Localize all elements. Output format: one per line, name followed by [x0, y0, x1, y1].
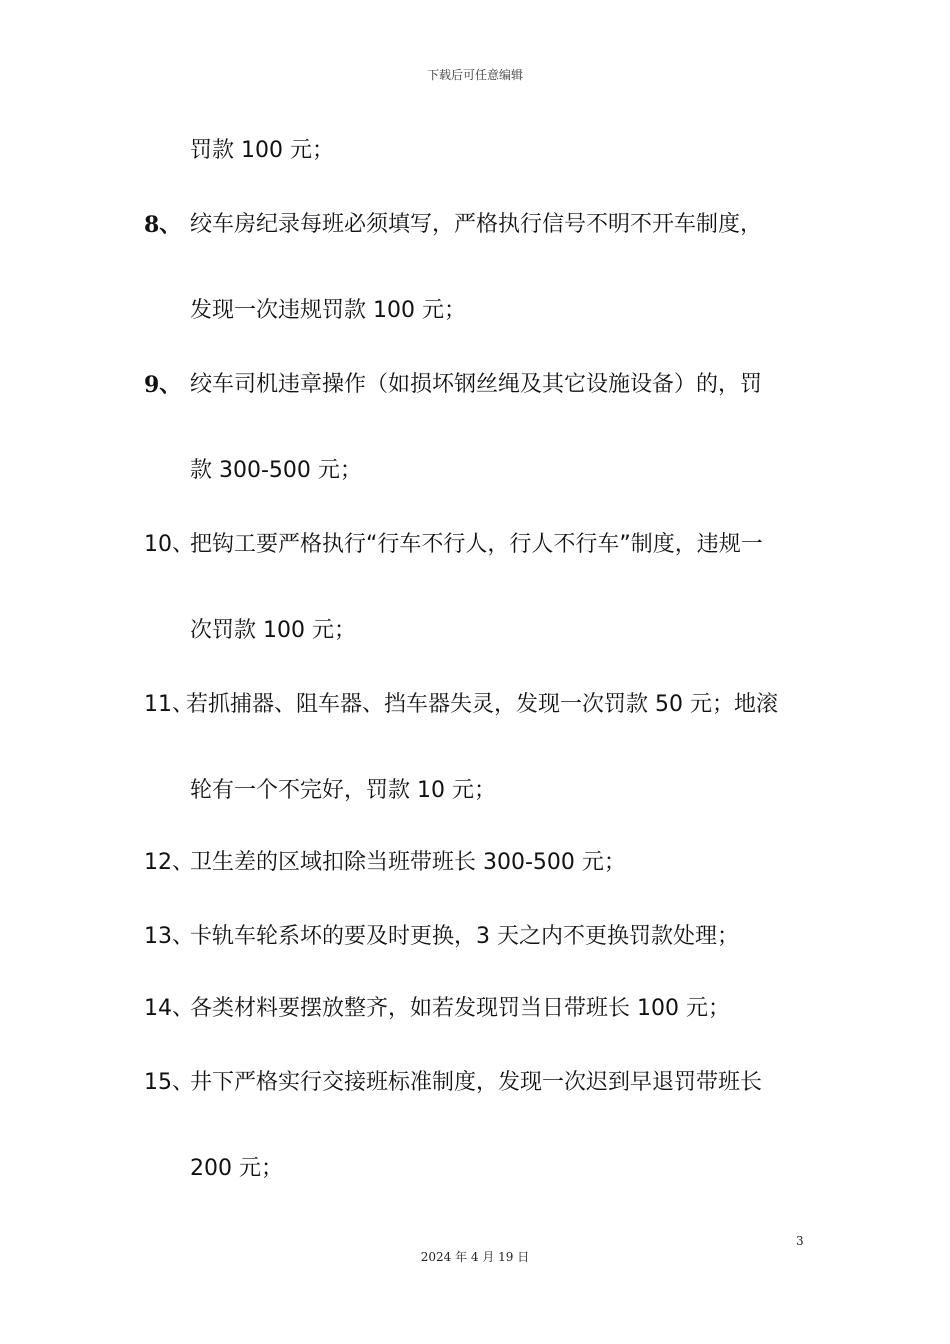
item-15-number: 15、 [144, 1070, 194, 1095]
item-13-number: 13、 [144, 924, 194, 949]
item-12-number: 12、 [144, 850, 194, 875]
item-14-line-1: 各类材料要摆放整齐，如若发现罚当日带班长 100 元； [190, 996, 730, 1021]
item-11-number: 11、 [144, 692, 194, 717]
item-8-number: 8、 [144, 212, 182, 238]
item-9-number: 9、 [144, 372, 182, 398]
item-12-line-1: 卫生差的区域扣除当班带班长 300-500 元； [190, 850, 626, 875]
item-9-line-1: 绞车司机违章操作（如损坏钢丝绳及其它设施设备）的，罚 [190, 372, 763, 397]
item-15-line-2: 200 元； [190, 1156, 283, 1181]
item-10-line-2: 次罚款 100 元； [190, 618, 356, 643]
item-10-line-1: 把钩工要严格执行“行车不行人，行人不行车”制度，违规一 [190, 532, 763, 557]
item-15-line-1: 井下严格实行交接班标准制度，发现一次迟到早退罚带班长 [190, 1070, 763, 1095]
footer-date: 2024 年 4 月 19 日 [420, 1250, 530, 1264]
item-10-number: 10、 [144, 532, 194, 557]
item-7-line-2: 罚款 100 元； [190, 138, 334, 163]
item-8-line-1: 绞车房纪录每班必须填写，严格执行信号不明不开车制度， [190, 212, 763, 237]
item-14-number: 14、 [144, 996, 194, 1021]
item-8-line-2: 发现一次违规罚款 100 元； [190, 298, 466, 323]
item-11-line-2: 轮有一个不完好，罚款 10 元； [190, 778, 496, 803]
header-note: 下载后可任意编辑 [426, 68, 523, 82]
item-11-line-1: 若抓捕器、阻车器、挡车器失灵，发现一次罚款 50 元；地滚 [186, 692, 778, 717]
item-13-line-1: 卡轨车轮系坏的要及时更换，3 天之内不更换罚款处理； [190, 924, 739, 949]
item-9-line-2: 款 300-500 元； [190, 458, 362, 483]
page-number: 3 [796, 1234, 804, 1248]
